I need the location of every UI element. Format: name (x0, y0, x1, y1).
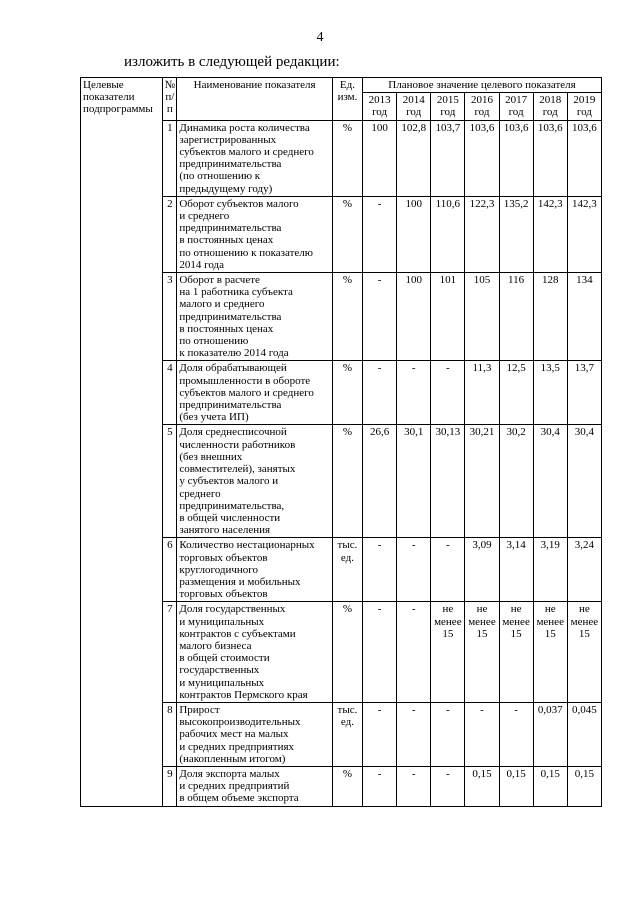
plan-value: - (397, 538, 431, 602)
intro-text: изложить в следующей редакции: (124, 54, 340, 70)
indicator-unit: % (332, 196, 362, 272)
header-targets: Целевые показатели подпрограммы (81, 78, 163, 807)
indicator-unit: % (332, 425, 362, 538)
plan-value: - (363, 361, 397, 425)
plan-value: 135,2 (499, 196, 533, 272)
indicator-name: Динамика роста количества зарегистрированных субъектов малого и среднего предпринимательства (по отношению к предыдущему году) (177, 120, 333, 196)
indicator-unit: % (332, 361, 362, 425)
year-header: 2016 год (465, 93, 499, 120)
plan-value: не менее 15 (465, 602, 499, 703)
header-name: Наименование показателя (177, 78, 333, 121)
plan-value: - (397, 361, 431, 425)
page-number: 4 (316, 30, 324, 45)
plan-value: 103,6 (567, 120, 601, 196)
plan-value: 12,5 (499, 361, 533, 425)
plan-value: 101 (431, 273, 465, 361)
plan-value: - (431, 538, 465, 602)
plan-value: 100 (397, 273, 431, 361)
header-plan: Плановое значение целевого показателя (363, 78, 602, 93)
plan-value: 3,09 (465, 538, 499, 602)
plan-value: - (397, 766, 431, 806)
plan-value: - (397, 702, 431, 766)
indicator-unit: % (332, 273, 362, 361)
plan-value: - (363, 196, 397, 272)
row-number: 5 (163, 425, 177, 538)
plan-value: 103,7 (431, 120, 465, 196)
indicator-unit: % (332, 766, 362, 806)
plan-value: 13,7 (567, 361, 601, 425)
plan-value: 30,2 (499, 425, 533, 538)
plan-value: 0,15 (567, 766, 601, 806)
plan-value: 102,8 (397, 120, 431, 196)
plan-value: 103,6 (533, 120, 567, 196)
plan-value: 13,5 (533, 361, 567, 425)
plan-value: - (431, 702, 465, 766)
plan-value: - (431, 766, 465, 806)
row-number: 1 (163, 120, 177, 196)
plan-value: 142,3 (533, 196, 567, 272)
plan-value: 3,24 (567, 538, 601, 602)
plan-value: не менее 15 (533, 602, 567, 703)
indicator-name: Доля экспорта малых и средних предприятий в общем объеме экспорта (177, 766, 333, 806)
plan-value: 103,6 (465, 120, 499, 196)
year-header: 2013 год (363, 93, 397, 120)
plan-value: 110,6 (431, 196, 465, 272)
plan-value: - (363, 766, 397, 806)
header-unit: Ед. изм. (332, 78, 362, 121)
plan-value: не менее 15 (431, 602, 465, 703)
plan-value: 0,15 (465, 766, 499, 806)
plan-value: 26,6 (363, 425, 397, 538)
indicator-name: Прирост высокопроизводительных рабочих мест на малых и средних предприятиях (накопленным итогом) (177, 702, 333, 766)
indicator-unit: % (332, 120, 362, 196)
plan-value: 0,15 (499, 766, 533, 806)
row-number: 9 (163, 766, 177, 806)
year-header: 2015 год (431, 93, 465, 120)
indicator-unit: тыс. ед. (332, 702, 362, 766)
plan-value: 100 (397, 196, 431, 272)
plan-value: 30,21 (465, 425, 499, 538)
plan-value: 30,4 (567, 425, 601, 538)
row-number: 7 (163, 602, 177, 703)
plan-value: 30,1 (397, 425, 431, 538)
plan-value: 3,14 (499, 538, 533, 602)
plan-value: не менее 15 (567, 602, 601, 703)
indicator-name: Оборот в расчете на 1 работника субъекта малого и среднего предпринимательства в постоянных ценах по отношению к показателю 2014 года (177, 273, 333, 361)
header-num: № п/п (163, 78, 177, 121)
plan-value: 30,4 (533, 425, 567, 538)
plan-value: 0,037 (533, 702, 567, 766)
year-header: 2018 год (533, 93, 567, 120)
plan-value: 0,15 (533, 766, 567, 806)
plan-value: 100 (363, 120, 397, 196)
plan-value: не менее 15 (499, 602, 533, 703)
year-header: 2019 год (567, 93, 601, 120)
plan-value: 0,045 (567, 702, 601, 766)
row-number: 2 (163, 196, 177, 272)
plan-value: - (363, 538, 397, 602)
plan-value: - (363, 702, 397, 766)
plan-value: - (499, 702, 533, 766)
plan-value: 30,13 (431, 425, 465, 538)
plan-value: 128 (533, 273, 567, 361)
indicator-unit: % (332, 602, 362, 703)
row-number: 8 (163, 702, 177, 766)
indicator-name: Доля государственных и муниципальных контрактов с субъектами малого бизнеса в общей стоимости государственных и муниципальных контрактов Пермского края (177, 602, 333, 703)
plan-value: 103,6 (499, 120, 533, 196)
plan-value: 116 (499, 273, 533, 361)
indicator-name: Количество нестационарных торговых объектов круглогодичного размещения и мобильных торговых объектов (177, 538, 333, 602)
year-header: 2014 год (397, 93, 431, 120)
indicator-unit: тыс. ед. (332, 538, 362, 602)
plan-value: 3,19 (533, 538, 567, 602)
indicators-table (80, 77, 602, 807)
year-header: 2017 год (499, 93, 533, 120)
plan-value: - (465, 702, 499, 766)
plan-value: - (363, 602, 397, 703)
indicator-name: Оборот субъектов малого и среднего предпринимательства в постоянных ценах по отношению к показателю 2014 года (177, 196, 333, 272)
header-row (81, 78, 602, 93)
plan-value: - (431, 361, 465, 425)
row-number: 4 (163, 361, 177, 425)
plan-value: - (363, 273, 397, 361)
plan-value: 105 (465, 273, 499, 361)
plan-value: 122,3 (465, 196, 499, 272)
plan-value: 11,3 (465, 361, 499, 425)
indicator-name: Доля среднесписочной численности работников (без внешних совместителей), занятых у субъектов малого и среднего предпринимательства, в общей численности занятого населения (177, 425, 333, 538)
row-number: 3 (163, 273, 177, 361)
plan-value: - (397, 602, 431, 703)
row-number: 6 (163, 538, 177, 602)
plan-value: 142,3 (567, 196, 601, 272)
indicator-name: Доля обрабатывающей промышленности в обороте субъектов малого и среднего предпринимательства (без учета ИП) (177, 361, 333, 425)
plan-value: 134 (567, 273, 601, 361)
